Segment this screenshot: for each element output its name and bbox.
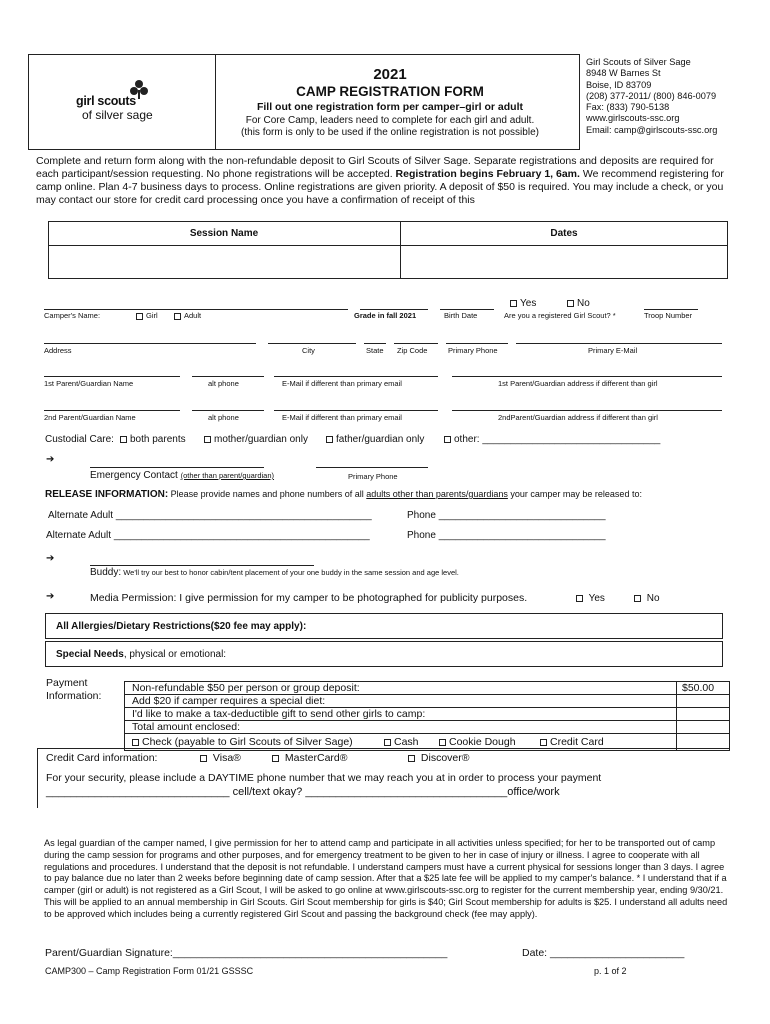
media-yes-checkbox[interactable]: [576, 595, 583, 602]
date-field[interactable]: Date: _______________________: [522, 947, 685, 959]
special-needs-label: Special Needs, physical or emotional:: [56, 649, 227, 660]
custodial-mother[interactable]: mother/guardian only: [204, 434, 308, 445]
card-discover[interactable]: Discover®: [408, 752, 470, 764]
session-name-header: Session Name: [189, 228, 259, 239]
registered-label: Are you a registered Girl Scout? *: [504, 311, 616, 320]
card-visa[interactable]: Visa®: [200, 752, 241, 764]
girl-checkbox[interactable]: [136, 313, 143, 320]
form-subtitle: Fill out one registration form per camper–girl or adult: [256, 101, 524, 113]
payment-row-diet: Add $20 if camper requires a special diet:: [132, 695, 326, 707]
allergies-label: All Allergies/Dietary Restrictions($20 fee may apply):: [56, 621, 307, 632]
guardian1-address-field[interactable]: [452, 376, 722, 377]
credit-card-label: Credit Card information:: [46, 752, 158, 764]
form-note2: (this form is only to be used if the online registration is not possible): [241, 127, 539, 138]
custodial-father[interactable]: father/guardian only: [326, 434, 424, 445]
cookie-dough-checkbox[interactable]: [439, 739, 446, 746]
guardian1-address-label: 1st Parent/Guardian address if different than girl: [498, 379, 658, 388]
gift-amount-field[interactable]: [677, 708, 729, 720]
troop-number-field[interactable]: [644, 309, 698, 310]
guardian2-name-field[interactable]: [44, 410, 180, 411]
payment-row-gift: I'd like to make a tax-deductible gift to send other girls to camp:: [132, 708, 426, 720]
guardian1-email-label: E-Mail if different than primary email: [282, 379, 402, 388]
arrow-icon: ➔: [46, 454, 55, 465]
emergency-phone-field[interactable]: [316, 467, 428, 468]
emergency-name-field[interactable]: [90, 467, 264, 468]
daytime-phone-fields[interactable]: ______________________________ cell/text okay? _________________________________office/work: [46, 786, 560, 798]
alternate-phone-2[interactable]: Phone ______________________________: [407, 530, 606, 541]
media-yes[interactable]: Yes: [576, 593, 605, 604]
security-note: For your security, please include a DAYTIME phone number that we may reach you at in order to process your payment: [46, 772, 602, 784]
both-parents-checkbox[interactable]: [120, 436, 127, 443]
father-checkbox[interactable]: [326, 436, 333, 443]
no-checkbox[interactable]: [567, 300, 574, 307]
check-checkbox[interactable]: [132, 739, 139, 746]
primary-email-field[interactable]: [516, 343, 722, 344]
form-year: 2021: [373, 66, 407, 83]
signature-field[interactable]: Parent/Guardian Signature:_______________________________________________: [45, 947, 448, 959]
payment-row-deposit: Non-refundable $50 per person or group deposit:: [132, 682, 360, 694]
pay-cookie-dough[interactable]: Cookie Dough: [439, 736, 516, 748]
mastercard-checkbox[interactable]: [272, 755, 279, 762]
birth-date-label: Birth Date: [444, 311, 478, 320]
payment-row-total: Total amount enclosed:: [132, 721, 240, 733]
discover-checkbox[interactable]: [408, 755, 415, 762]
alternate-phone-1[interactable]: Phone ______________________________: [407, 510, 606, 521]
logo-line1: girl scouts: [76, 94, 136, 108]
guardian2-address-label: 2ndParent/Guardian address if different than girl: [498, 413, 658, 422]
pay-credit-card[interactable]: Credit Card: [540, 736, 604, 748]
form-title: CAMP REGISTRATION FORM: [296, 84, 484, 99]
state-field[interactable]: [364, 343, 386, 344]
address-label: Address: [44, 346, 72, 355]
address-field[interactable]: [44, 343, 256, 344]
guardian2-name-label: 2nd Parent/Guardian Name: [44, 413, 136, 422]
adult-option[interactable]: Adult: [174, 311, 201, 320]
legal-paragraph: As legal guardian of the camper named, I give permission for her to attend camp and participate in all activities unless specified; for her to be transported out of camp during the camp session for programs and other purposes, and for emergency treatment to be given to her in case of injury or illness. I agree to cooperate with all regulations and procedures. I understand that the deposit is not refundable. I understand campers must have a current physical for sessions longer than 3 days. I agree to pay balance due no later than 2 weeks before beginning date of camp session. After that a $25 late fee will be applied to my camper's balance. * I understand that if a camper (girl or adult) is not registered as a Girl Scout, I will be asked to go online at www.girlscouts-ssc.org to register for the current membership year, ending 9/30/21. This will be applied to an annual membership in Girl Scouts. Girl Scout membership for girls is $40; Girl Scout membership for adults is $25. I understand all adults need to be approved which includes being a currently registered Girl Scout and passing the background check (fee may apply).: [44, 838, 728, 919]
dates-header: Dates: [550, 228, 578, 239]
custodial-label: Custodial Care:: [45, 434, 114, 445]
dates-field[interactable]: [401, 246, 727, 278]
buddy-label: Buddy: We'll try our best to honor cabin/tent placement of your one buddy in the same session and age level.: [90, 567, 459, 578]
emergency-phone-label: Primary Phone: [348, 472, 398, 481]
guardian2-email-label: E-Mail if different than primary email: [282, 413, 402, 422]
arrow-icon: ➔: [46, 591, 55, 602]
registered-no[interactable]: No: [567, 298, 590, 309]
alternate-adult-1[interactable]: Alternate Adult ______________________________________________: [48, 510, 372, 521]
footer-form-code: CAMP300 – Camp Registration Form 01/21 GSSSC: [45, 966, 254, 976]
registered-yes[interactable]: Yes: [510, 298, 536, 309]
buddy-field[interactable]: [90, 565, 314, 566]
grade-label: Grade in fall 2021: [354, 311, 417, 320]
guardian2-alt-phone-field[interactable]: [192, 410, 264, 411]
girl-option[interactable]: Girl: [136, 311, 158, 320]
primary-email-label: Primary E-Mail: [588, 346, 638, 355]
emergency-label: Emergency Contact (other than parent/guardian): [90, 470, 275, 481]
diet-amount-field[interactable]: [677, 695, 729, 707]
guardian2-address-field[interactable]: [452, 410, 722, 411]
primary-phone-label: Primary Phone: [448, 346, 498, 355]
adult-checkbox[interactable]: [174, 313, 181, 320]
arrow-icon: ➔: [46, 553, 55, 564]
pay-cash[interactable]: Cash: [384, 736, 419, 748]
custodial-other[interactable]: other: ________________________________: [444, 434, 660, 445]
media-no-checkbox[interactable]: [634, 595, 641, 602]
guardian2-alt-phone-label: alt phone: [208, 413, 239, 422]
guardian1-name-label: 1st Parent/Guardian Name: [44, 379, 134, 388]
cash-checkbox[interactable]: [384, 739, 391, 746]
guardian1-email-field[interactable]: [274, 376, 438, 377]
total-amount-field[interactable]: [677, 721, 729, 733]
grade-field[interactable]: [360, 309, 428, 310]
custodial-both[interactable]: both parents: [120, 434, 186, 445]
org-address: Girl Scouts of Silver Sage 8948 W Barnes St Boise, ID 83709 (208) 377-2011/ (800) 846-0079 Fax: (833) 790-5138 www.girlscouts-ssc.org Email: camp@girlscouts-ssc.org: [586, 57, 718, 135]
media-no[interactable]: No: [634, 593, 660, 604]
alternate-adult-2[interactable]: Alternate Adult ______________________________________________: [46, 530, 370, 541]
guardian1-alt-phone-field[interactable]: [192, 376, 264, 377]
camper-name-field[interactable]: [44, 309, 348, 310]
release-info: RELEASE INFORMATION: Please provide names and phone numbers of all adults other than parents/guardians your camper may be released to:: [45, 489, 642, 500]
session-name-field[interactable]: [49, 246, 399, 278]
city-label: City: [302, 346, 315, 355]
troop-number-label: Troop Number: [644, 311, 693, 320]
mother-checkbox[interactable]: [204, 436, 211, 443]
form-note1: For Core Camp, leaders need to complete for each girl and adult.: [245, 115, 535, 126]
logo-line2: of silver sage: [82, 108, 153, 122]
city-field[interactable]: [268, 343, 356, 344]
guardian2-email-field[interactable]: [274, 410, 438, 411]
payment-label: Payment Information:: [46, 677, 102, 702]
intro-paragraph: Complete and return form along with the non-refundable deposit to Girl Scouts of Silver Sage. Separate registrations and deposits are required for each participant/session requesting. No phone registrations will be accepted. Registration begins February 1, 6am. We recommend registering for camp online. Plan 4-7 business days to process. Online registrations are given priority. A deposit of $50 is required. You may include a check, or you may contact our store for credit card processing once you have a confirmation of receipt of this: [36, 155, 724, 206]
primary-phone-field[interactable]: [446, 343, 508, 344]
footer-page-number: p. 1 of 2: [594, 966, 627, 976]
card-mastercard[interactable]: MasterCard®: [272, 752, 348, 764]
credit-card-checkbox[interactable]: [540, 739, 547, 746]
birth-date-field[interactable]: [440, 309, 494, 310]
media-permission: Media Permission: I give permission for my camper to be photographed for publicity purposes.: [90, 592, 528, 604]
zip-label: Zip Code: [397, 346, 428, 355]
zip-field[interactable]: [394, 343, 438, 344]
pay-check[interactable]: Check (payable to Girl Scouts of Silver Sage): [132, 736, 353, 748]
yes-checkbox[interactable]: [510, 300, 517, 307]
other-checkbox[interactable]: [444, 436, 451, 443]
guardian1-alt-phone-label: alt phone: [208, 379, 239, 388]
guardian1-name-field[interactable]: [44, 376, 180, 377]
visa-checkbox[interactable]: [200, 755, 207, 762]
deposit-amount: $50.00: [682, 682, 715, 694]
state-label: State: [366, 346, 384, 355]
camper-name-label: Camper's Name:: [44, 311, 101, 320]
